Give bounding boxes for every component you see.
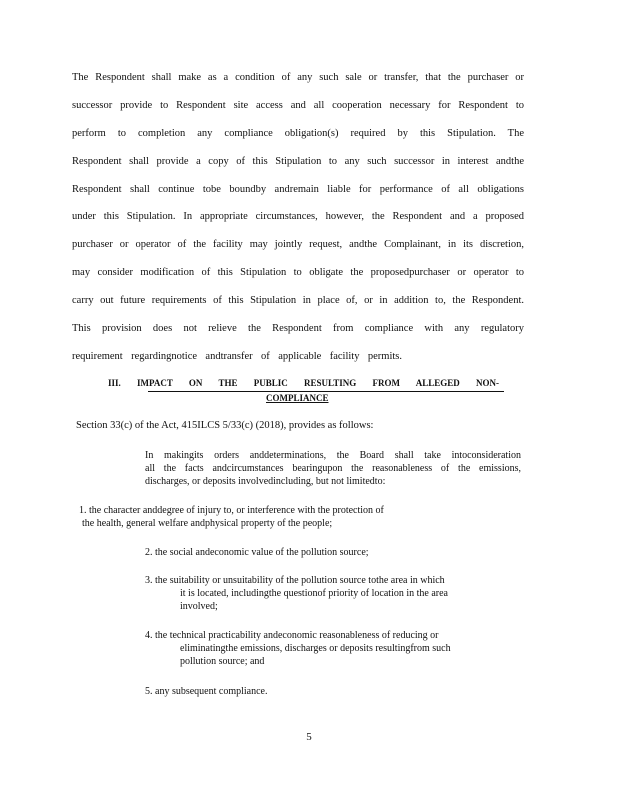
page-number: 5 — [306, 731, 312, 743]
paragraph-line: under this Stipulation. In appropriate circumstances, however, the Respondent and a proposed — [72, 211, 524, 222]
factor-line: the health, general welfare andphysical property of the people; — [82, 518, 333, 529]
factor-4 — [145, 629, 451, 668]
paragraph-line: carry out future requirements of this Stipulation in place of, or in addition to, the Respondent. — [72, 295, 524, 306]
factor-line: 5. any subsequent compliance. — [145, 686, 268, 697]
factor-3 — [145, 574, 448, 613]
factor-line: it is located, includingthe questionof priority of location in the area — [180, 588, 448, 599]
section-numeral: III. — [108, 378, 121, 388]
paragraph-line: may consider modification of this Stipulation to obligate the proposedpurchaser or operator to — [72, 267, 524, 278]
factor-2 — [145, 546, 369, 559]
quote-line: discharges, or deposits involvedincluding, but not limitedto: — [145, 476, 386, 487]
factor-line: eliminatingthe emissions, discharges or deposits resultingfrom such — [180, 643, 451, 654]
paragraph-line: The Respondent shall make as a condition of any such sale or transfer, that the purchaser or — [72, 72, 524, 83]
factor-line: 2. the social andeconomic value of the pollution source; — [145, 547, 369, 558]
factor-line: 3. the suitability or unsuitability of the pollution source tothe area in which — [145, 575, 445, 586]
quote-line: all the facts andcircumstances bearingupon the reasonableness of the emissions, — [145, 463, 521, 474]
paragraph-line: purchaser or operator of the facility may jointly request, andthe Complainant, in its discretion, — [72, 239, 524, 250]
block-quote — [145, 449, 521, 488]
paragraph-line: This provision does not relieve the Respondent from compliance with any regulatory — [72, 323, 524, 334]
paragraph-line: requirement regardingnotice andtransfer of applicable facility permits. — [72, 351, 402, 362]
section-title-line1: IMPACT ON THE PUBLIC RESULTING FROM ALLEGED NON- — [137, 378, 499, 388]
paragraph-line: Respondent shall provide a copy of this Stipulation to any such successor in interest andthe — [72, 156, 524, 167]
section-title-line2: COMPLIANCE — [266, 393, 329, 403]
factor-line: 1. the character anddegree of injury to, or interference with the protection of — [79, 505, 384, 516]
quote-line: In makingits orders anddeterminations, the Board shall take intoconsideration — [145, 450, 521, 461]
intro-line: Section 33(c) of the Act, 415ILCS 5/33(c) (2018), provides as follows: — [76, 420, 374, 431]
paragraph-line: Respondent shall continue tobe boundby andremain liable for performance of all obligations — [72, 184, 524, 195]
factor-line: pollution source; and — [180, 656, 265, 667]
paragraph-line: successor provide to Respondent site access and all cooperation necessary for Respondent to — [72, 100, 524, 111]
factor-line: 4. the technical practicability andeconomic reasonableness of reducing or — [145, 630, 439, 641]
factor-line: involved; — [180, 601, 218, 612]
factor-1 — [79, 504, 384, 530]
paragraph-line: perform to completion any compliance obligation(s) required by this Stipulation. The — [72, 128, 524, 139]
factor-5 — [145, 685, 267, 698]
heading-underline — [148, 391, 504, 392]
